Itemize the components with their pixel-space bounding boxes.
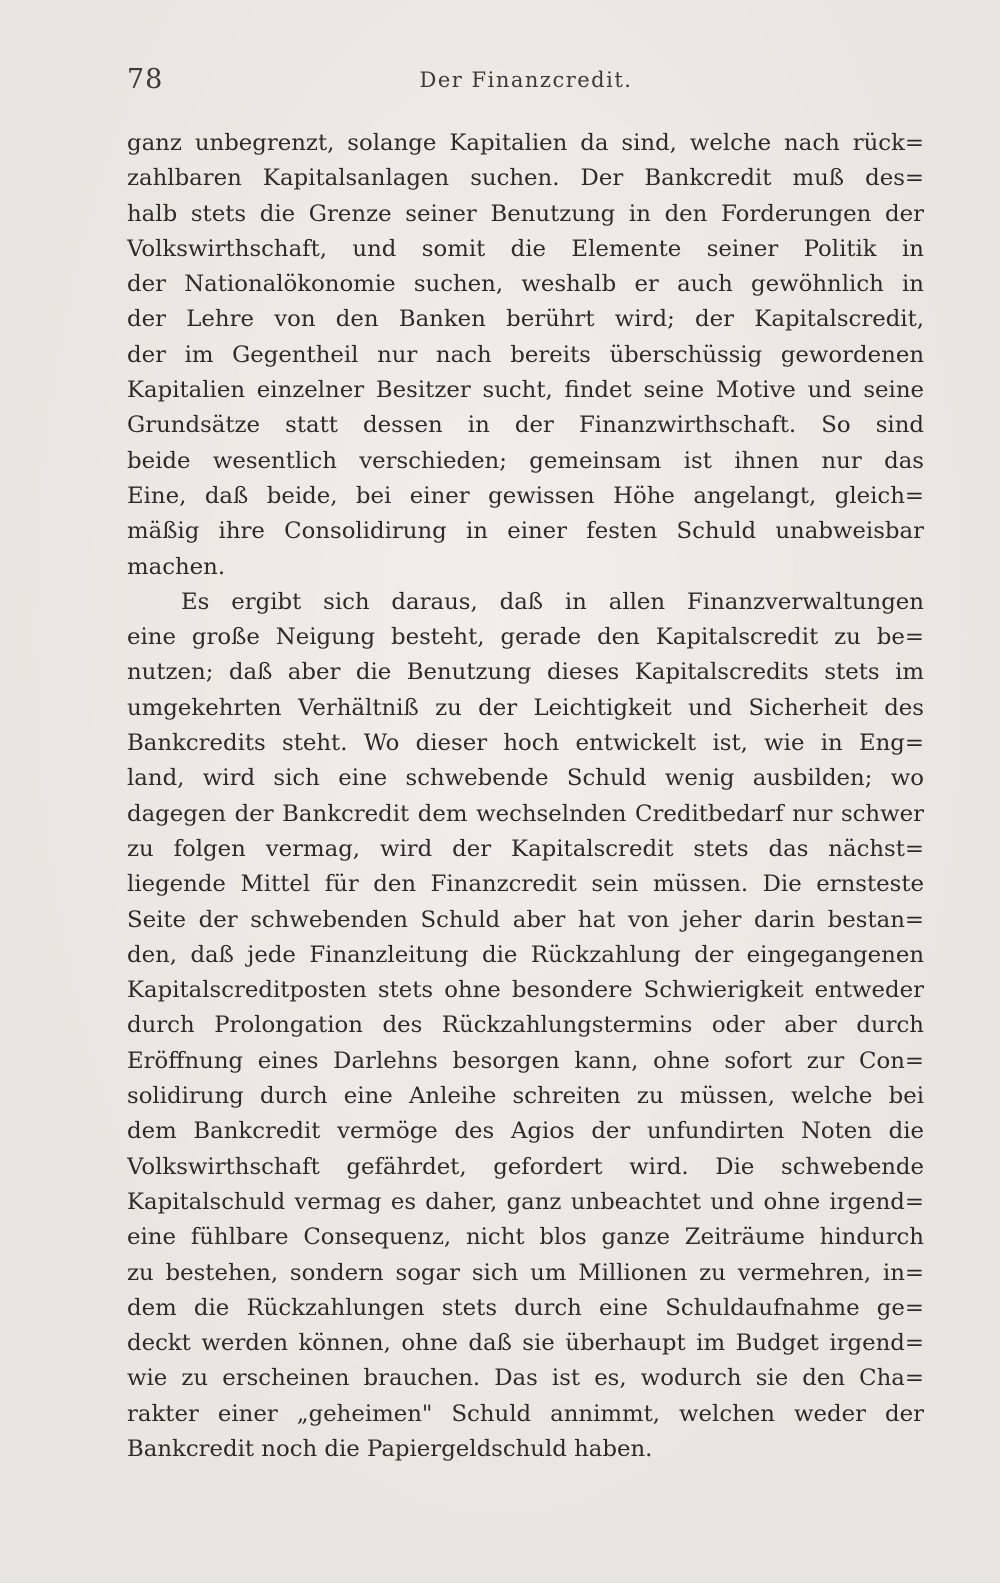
text-line: machen.	[127, 553, 226, 580]
text-line: rakter einer „geheimen" Schuld annimmt, welchen weder der	[127, 1400, 924, 1427]
text-line: dem Bankcredit vermöge des Agios der unfundirten Noten die	[127, 1118, 924, 1145]
text-line: liegende Mittel für den Finanzcredit sein müssen. Die ernsteste	[127, 871, 924, 898]
body-text	[127, 126, 924, 1467]
text-line: land, wird sich eine schwebende Schuld wenig ausbilden; wo	[127, 765, 924, 792]
text-line: Kapitalschuld vermag es daher, ganz unbeachtet und ohne irgend=	[127, 1188, 924, 1215]
text-line: eine fühlbare Consequenz, nicht blos ganze Zeiträume hindurch	[127, 1224, 924, 1251]
text-line: Volkswirthschaft gefährdet, gefordert wird. Die schwebende	[127, 1153, 924, 1180]
text-line: beide wesentlich verschieden; gemeinsam ist ihnen nur das	[127, 447, 924, 474]
text-line: Kapitalscreditposten stets ohne besondere Schwierigkeit entweder	[127, 977, 924, 1004]
text-line: Grundsätze statt dessen in der Finanzwirthschaft. So sind	[127, 412, 924, 439]
text-line: nutzen; daß aber die Benutzung dieses Kapitalscredits stets im	[127, 659, 924, 686]
text-line: der Lehre von den Banken berührt wird; der Kapitalscredit,	[127, 306, 924, 333]
text-line: mäßig ihre Consolidirung in einer festen Schuld unabweisbar	[127, 518, 924, 545]
text-line: Volkswirthschaft, und somit die Elemente seiner Politik in	[127, 235, 924, 262]
text-line: zahlbaren Kapitalsanlagen suchen. Der Bankcredit muß des=	[127, 165, 924, 192]
text-line: Kapitalien einzelner Besitzer sucht, findet seine Motive und seine	[127, 377, 924, 404]
text-line: Bankcredit noch die Papiergeldschuld haben.	[127, 1435, 653, 1462]
text-line: ganz unbegrenzt, solange Kapitalien da sind, welche nach rück=	[127, 130, 924, 156]
text-line: den, daß jede Finanzleitung die Rückzahlung der eingegangenen	[127, 941, 924, 968]
text-line: solidirung durch eine Anleihe schreiten zu müssen, welche bei	[127, 1083, 924, 1110]
text-line: der Nationalökonomie suchen, weshalb er auch gewöhnlich in	[127, 271, 924, 298]
text-line: wie zu erscheinen brauchen. Das ist es, wodurch sie den Cha=	[127, 1365, 924, 1392]
text-line: umgekehrten Verhältniß zu der Leichtigkeit und Sicherheit des	[127, 694, 924, 721]
running-title: Der Finanzcredit.	[419, 68, 633, 92]
text-line: dem die Rückzahlungen stets durch eine Schuldaufnahme ge=	[127, 1294, 924, 1321]
text-line: Eine, daß beide, bei einer gewissen Höhe angelangt, gleich=	[127, 482, 924, 509]
page-header	[127, 64, 925, 104]
text-line: Bankcredits steht. Wo dieser hoch entwickelt ist, wie in Eng=	[127, 730, 924, 757]
text-line: dagegen der Bankcredit dem wechselnden Creditbedarf nur schwer	[127, 800, 924, 827]
text-line: durch Prolongation des Rückzahlungstermins oder aber durch	[127, 1012, 924, 1039]
text-line: Seite der schwebenden Schuld aber hat von jeher darin bestan=	[127, 906, 924, 933]
text-line: Eröffnung eines Darlehns besorgen kann, ohne sofort zur Con=	[127, 1047, 924, 1074]
text-line: der im Gegentheil nur nach bereits überschüssig gewordenen	[127, 341, 924, 368]
text-line: zu folgen vermag, wird der Kapitalscredit stets das nächst=	[127, 835, 924, 862]
text-line: halb stets die Grenze seiner Benutzung in den Forderungen der	[127, 200, 924, 227]
page-number: 78	[127, 64, 164, 95]
text-line: Es ergibt sich daraus, daß in allen Finanzverwaltungen	[181, 588, 924, 615]
text-line: zu bestehen, sondern sogar sich um Millionen zu vermehren, in=	[127, 1259, 924, 1286]
text-line: deckt werden können, ohne daß sie überhaupt im Budget irgend=	[127, 1330, 924, 1357]
text-line: eine große Neigung besteht, gerade den Kapitalscredit zu be=	[127, 624, 924, 651]
